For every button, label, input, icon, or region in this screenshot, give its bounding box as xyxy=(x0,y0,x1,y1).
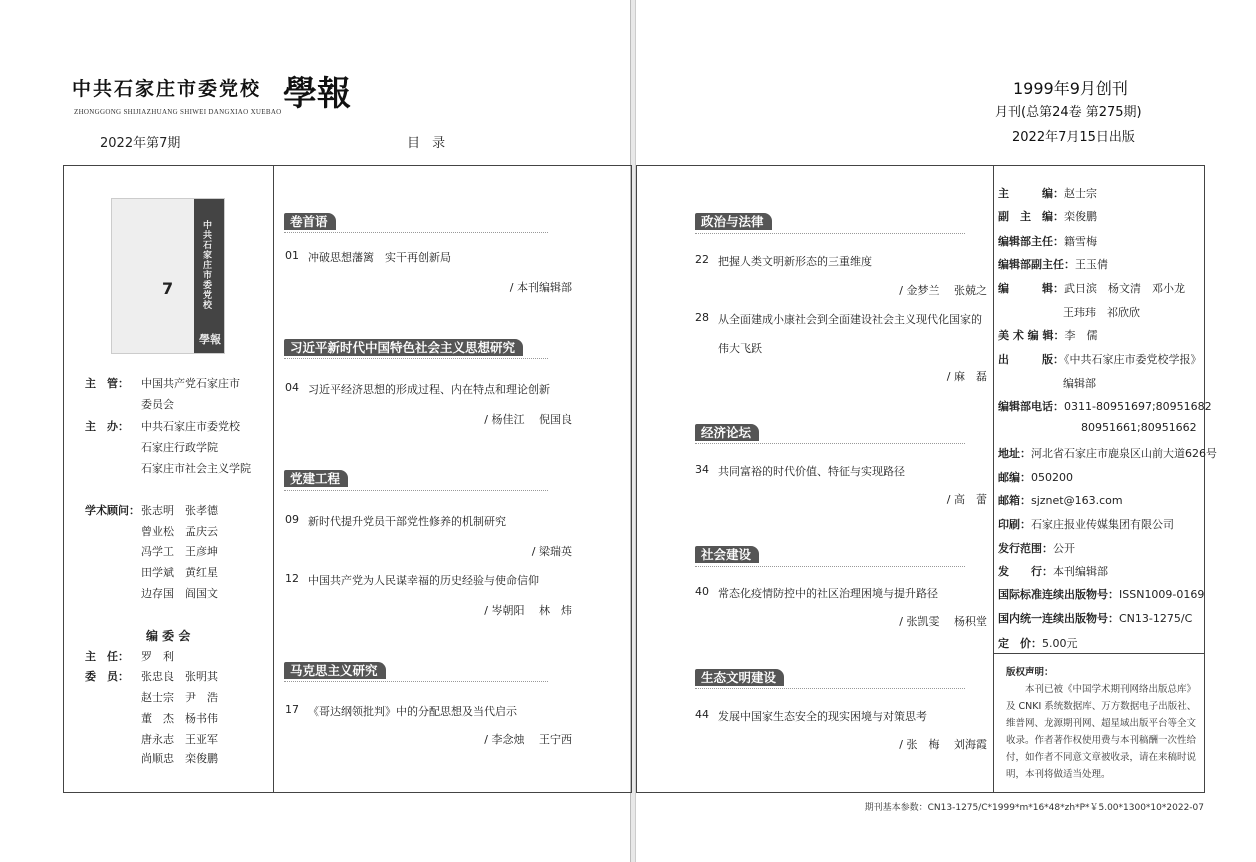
toc-authors: / 李念烛 王宁西 xyxy=(484,733,572,746)
toc-authors: / 张 梅 刘海霞 xyxy=(899,738,987,751)
staff-value: 李 儒 xyxy=(1064,329,1098,342)
staff-label: 发 行： xyxy=(998,565,1053,578)
staff-row xyxy=(998,304,1140,320)
toc-article-link-cont[interactable]: 伟大飞跃 xyxy=(718,342,762,355)
dotted-rule xyxy=(284,490,548,491)
toc-page: 40 xyxy=(695,585,709,598)
staff-row xyxy=(998,635,1078,651)
copyright-body: 本刊已被《中国学术期刊网络出版总库》及 CNKI 系统数据库、万方数据电子出版社、维普网、龙源期刊网、超星域出版平台等全文收录。作者著作权使用费与本刊稿酬一次性给付，如作者不同意文章被收录，请在来稿时说明，本刊将做适当处理。 xyxy=(1006,684,1197,780)
section-header: 生态文明建设 xyxy=(695,669,784,686)
cover-issue-number: 7 xyxy=(162,279,174,298)
label: 委 员： xyxy=(85,670,129,683)
toc-authors: / 张凯雯 杨积堂 xyxy=(899,615,987,628)
label: 学术顾问： xyxy=(85,504,140,517)
toc-article-link[interactable]: 习近平经济思想的形成过程、内在特点和理论创新 xyxy=(308,383,550,396)
value: 杨书伟 xyxy=(185,712,218,725)
staff-value: 石家庄报业传媒集团有限公司 xyxy=(1031,518,1174,531)
value: 唐永志 xyxy=(141,733,174,746)
staff-label: 国际标准连续出版物号： xyxy=(998,588,1119,601)
staff-row xyxy=(998,492,1123,508)
staff-value: 栾俊鹏 xyxy=(1064,210,1097,223)
staff-row xyxy=(998,540,1075,556)
staff-row xyxy=(998,516,1174,532)
dotted-rule xyxy=(284,232,548,233)
value: 王亚军 xyxy=(185,733,218,746)
staff-row xyxy=(998,185,1097,201)
value: 王彦坤 xyxy=(185,545,218,558)
staff-row xyxy=(998,280,1185,296)
cover-big-title: 學報 xyxy=(199,333,221,346)
section-header: 习近平新时代中国特色社会主义思想研究 xyxy=(284,339,523,356)
value: 委员会 xyxy=(141,398,174,411)
staff-row xyxy=(998,610,1192,626)
section-header: 党建工程 xyxy=(284,470,348,487)
toc-page: 17 xyxy=(285,703,299,716)
value: 尹 浩 xyxy=(185,691,218,704)
toc-page: 04 xyxy=(285,381,299,394)
section-header: 经济论坛 xyxy=(695,424,759,441)
issue-number: 2022年第7期 xyxy=(100,136,181,151)
staff-label: 编 辑： xyxy=(998,282,1064,295)
staff-label: 编辑部主任： xyxy=(998,235,1064,248)
journal-logo-big: 學報 xyxy=(283,74,351,114)
staff-row xyxy=(998,208,1097,224)
publish-date: 2022年7月15日出版 xyxy=(1012,130,1135,145)
divider xyxy=(993,653,1205,654)
toc-page: 01 xyxy=(285,249,299,262)
staff-label: 编辑部电话： xyxy=(998,400,1064,413)
toc-article-link[interactable]: 共同富裕的时代价值、特征与实现路径 xyxy=(718,465,905,478)
copyright-title: 版权声明： xyxy=(1006,667,1054,678)
staff-row xyxy=(998,586,1204,602)
value: 张孝德 xyxy=(185,504,218,517)
staff-value: 王玉倩 xyxy=(1075,258,1108,271)
toc-page: 28 xyxy=(695,311,709,324)
staff-row xyxy=(998,398,1212,414)
value: 中国共产党石家庄市 xyxy=(141,377,240,390)
value: 阎国文 xyxy=(185,587,218,600)
toc-page: 34 xyxy=(695,463,709,476)
staff-value: CN13-1275/C xyxy=(1119,612,1193,625)
toc-page: 44 xyxy=(695,708,709,721)
dotted-rule xyxy=(695,566,965,567)
staff-row xyxy=(998,469,1073,485)
toc-page: 22 xyxy=(695,253,709,266)
staff-label: 地址： xyxy=(998,447,1031,460)
staff-label: 发行范围： xyxy=(998,542,1053,555)
staff-value: 0311-80951697;80951682 xyxy=(1064,400,1212,413)
value: 张忠良 xyxy=(141,670,174,683)
staff-label: 邮编： xyxy=(998,471,1031,484)
value: 栾俊鹏 xyxy=(185,752,218,765)
staff-row xyxy=(998,563,1108,579)
section-header: 马克思主义研究 xyxy=(284,662,386,679)
cover-title: 中共石家庄市委党校 xyxy=(203,221,213,311)
staff-label: 美 术 编 辑： xyxy=(998,329,1065,342)
toc-authors: / 岑朝阳 林 炜 xyxy=(484,604,572,617)
toc-page: 12 xyxy=(285,572,299,585)
toc-article-link[interactable]: 发展中国家生态安全的现实困境与对策思考 xyxy=(718,710,927,723)
dotted-rule xyxy=(695,688,965,689)
value: 冯学工 xyxy=(141,545,174,558)
staff-label: 国内统一连续出版物号： xyxy=(998,612,1119,625)
staff-value: 王玮玮 祁欣欣 xyxy=(1063,306,1140,319)
staff-row xyxy=(998,233,1097,249)
staff-value: 本刊编辑部 xyxy=(1053,565,1108,578)
staff-value: ISSN1009-0169 xyxy=(1119,588,1205,601)
value: 石家庄市社会主义学院 xyxy=(141,462,251,475)
value: 田学斌 xyxy=(141,566,174,579)
cover-thumbnail[interactable] xyxy=(111,198,225,354)
staff-label: 邮箱： xyxy=(998,494,1031,507)
section-header: 卷首语 xyxy=(284,213,336,230)
volume-info: 月刊(总第24卷 第275期) xyxy=(995,105,1142,120)
toc-article-link[interactable]: 中国共产党为人民谋幸福的历史经验与使命信仰 xyxy=(308,574,539,587)
value: 曾业松 xyxy=(141,525,174,538)
toc-authors: / 杨佳江 倪国良 xyxy=(484,413,572,426)
staff-label: 定 价： xyxy=(998,637,1042,650)
toc-article-link[interactable]: 新时代提升党员干部党性修养的机制研究 xyxy=(308,515,506,528)
value: 罗 利 xyxy=(141,650,174,663)
staff-value: 编辑部 xyxy=(1063,377,1096,390)
staff-value: 050200 xyxy=(1031,471,1073,484)
toc-authors: / 本刊编辑部 xyxy=(509,281,572,294)
toc-page: 09 xyxy=(285,513,299,526)
label: 主 办： xyxy=(85,420,129,433)
toc-heading: 目 录 xyxy=(407,136,450,151)
value: 中共石家庄市委党校 xyxy=(141,420,240,433)
journal-parameters: 期刊基本参数：CN13-1275/C*1999*m*16*48*zh*P*￥5.00*1300*10*2022-07 xyxy=(864,803,1204,813)
staff-value: 赵士宗 xyxy=(1064,187,1097,200)
toc-article-link[interactable]: 常态化疫情防控中的社区治理困境与提升路径 xyxy=(718,587,938,600)
toc-authors: / 麻 磊 xyxy=(946,370,987,383)
dotted-rule xyxy=(695,233,965,234)
staff-value: 籍雪梅 xyxy=(1064,235,1097,248)
toc-authors: / 高 蕾 xyxy=(946,493,987,506)
label: 主 管： xyxy=(85,377,129,390)
staff-value: 《中共石家庄市委党校学报》 xyxy=(1064,353,1202,366)
staff-row xyxy=(998,256,1108,272)
dotted-rule xyxy=(695,443,965,444)
staff-value: 公开 xyxy=(1053,542,1075,555)
divider xyxy=(993,165,994,793)
dotted-rule xyxy=(284,358,548,359)
staff-label: 副 主 编： xyxy=(998,210,1064,223)
value: 张志明 xyxy=(141,504,174,517)
staff-label: 出 版： xyxy=(998,353,1064,366)
toc-authors: / 梁瑞英 xyxy=(531,545,572,558)
staff-row xyxy=(998,375,1096,391)
staff-row xyxy=(998,327,1098,343)
staff-value: sjznet@163.com xyxy=(1031,494,1123,507)
staff-label: 编辑部副主任： xyxy=(998,258,1075,271)
value: 黄红星 xyxy=(185,566,218,579)
value: 张明其 xyxy=(185,670,218,683)
staff-value: 武日滨 杨文清 邓小龙 xyxy=(1064,282,1185,295)
value: 石家庄行政学院 xyxy=(141,441,218,454)
journal-logo-title: 中共石家庄市委党校 xyxy=(72,78,262,100)
staff-label: 主 编： xyxy=(998,187,1064,200)
value: 尚顺忠 xyxy=(141,752,174,765)
section-header: 政治与法律 xyxy=(695,213,772,230)
value: 边存国 xyxy=(141,587,174,600)
toc-article-link[interactable]: 冲破思想藩篱 实干再创新局 xyxy=(308,251,451,264)
section-header: 社会建设 xyxy=(695,546,759,563)
dotted-rule xyxy=(284,681,548,682)
toc-authors: / 金梦兰 张兢之 xyxy=(899,284,987,297)
staff-row xyxy=(998,445,1217,461)
label: 主 任： xyxy=(85,650,129,663)
journal-pinyin: ZHONGGONG SHIJIAZHUANG SHIWEI DANGXIAO XUEBAO xyxy=(74,108,282,116)
staff-value: 5.00元 xyxy=(1042,637,1078,650)
board-title: 编 委 会 xyxy=(146,629,191,643)
toc-article-link[interactable]: 把握人类文明新形态的三重维度 xyxy=(718,255,872,268)
toc-article-link[interactable]: 从全面建成小康社会到全面建设社会主义现代化国家的 xyxy=(718,313,982,326)
staff-label: 印刷： xyxy=(998,518,1031,531)
value: 董 杰 xyxy=(141,712,174,725)
toc-article-link[interactable]: 《哥达纲领批判》中的分配思想及当代启示 xyxy=(308,705,517,718)
value: 赵士宗 xyxy=(141,691,174,704)
staff-value: 80951661;80951662 xyxy=(1081,421,1197,434)
value: 孟庆云 xyxy=(185,525,218,538)
divider xyxy=(273,165,274,793)
staff-row xyxy=(998,351,1202,367)
founded-date: 1999年9月创刊 xyxy=(1013,79,1128,98)
staff-value: 河北省石家庄市鹿泉区山前大道626号 xyxy=(1031,447,1217,460)
staff-row xyxy=(998,421,1197,434)
